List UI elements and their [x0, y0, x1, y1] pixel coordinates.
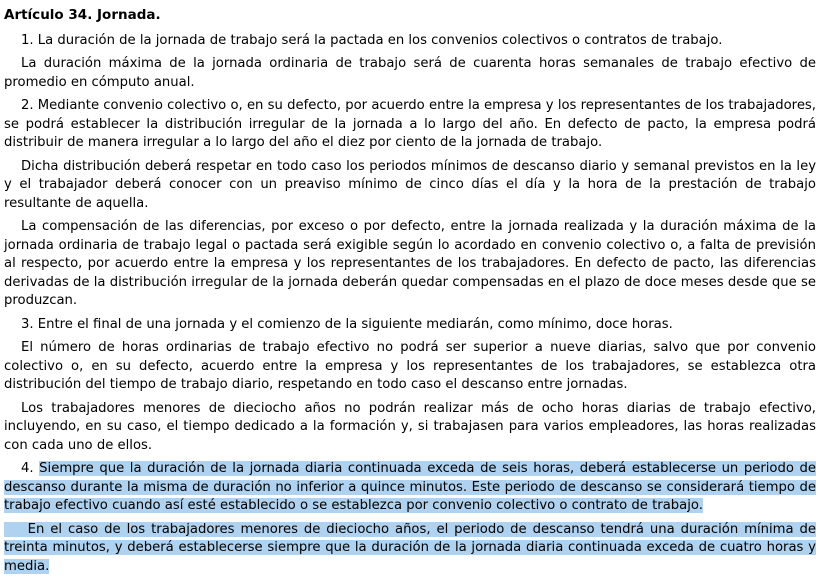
article-title: Artículo 34. Jornada.: [4, 7, 161, 23]
paragraph-text: Dicha distribución deberá respetar en todo caso los periodos mínimos de descanso diario y semanal previstos en la ley y el trabajador deberá conocer con un preaviso mínimo de cinco días el día y la hora de la prestación de trabajo resultante de aquella.: [4, 158, 816, 211]
paragraph-text: 3. Entre el final de una jornada y el comienzo de la siguiente mediarán, como mínimo, doce horas.: [21, 316, 673, 332]
paragraph-6: [4, 316, 816, 335]
paragraph-4: [4, 158, 816, 214]
paragraph-7: [4, 339, 816, 395]
paragraph-text: El número de horas ordinarias de trabajo efectivo no podrá ser superior a nueve diarias, salvo que por convenio colectivo o, en su defecto, acuerdo entre la empresa y los representantes de los trabajadores, se establezca otra distribución del tiempo de trabajo diario, respetando en todo caso el descanso entre jornadas.: [4, 340, 816, 392]
paragraph-3: [4, 97, 816, 153]
paragraph-9-highlighted: [4, 460, 816, 516]
paragraph-text: La compensación de las diferencias, por exceso o por defecto, entre la jornada realizada y la duración máxima de la jornada ordinaria de trabajo legal o pactada será exigible según lo acordado en convenio colectivo o, a falta de previsión al respecto, por acuerdo entre la empresa y los representantes de los trabajadores. En defecto de pacto, las diferencias derivadas de la distribución irregular de la jornada deberán quedar compensadas en el plazo de doce meses desde que se produzcan.: [4, 219, 816, 308]
paragraph-text: 2. Mediante convenio colectivo o, en su defecto, por acuerdo entre la empresa y los representantes de los trabajadores, se podrá establecer la distribución irregular de la jornada a lo largo del año. En defecto de pacto, la empresa podrá distribuir de manera irregular a lo largo del año el diez por ciento de la jornada de trabajo.: [4, 98, 816, 150]
highlighted-text: En el caso de los trabajadores menores de dieciocho años, el periodo de descanso tendrá una duración mínima de treinta minutos, y deberá establecerse siempre que la duración de la jornada diaria continuada exceda de cuatro horas y media.: [4, 521, 816, 574]
paragraph-1: [4, 32, 816, 51]
paragraph-text: 4.: [21, 461, 40, 476]
paragraph-2: [4, 55, 816, 92]
paragraph-text: La duración máxima de la jornada ordinaria de trabajo será de cuarenta horas semanales de trabajo efectivo de promedio en cómputo anual.: [4, 56, 816, 90]
paragraph-text: Los trabajadores menores de dieciocho años no podrán realizar más de ocho horas diarias de trabajo efectivo, incluyendo, en su caso, el tiempo dedicado a la formación y, si trabajasen para varios empleadores, las horas realizadas con cada uno de ellos.: [4, 400, 816, 453]
highlighted-text: Siempre que la duración de la jornada diaria continuada exceda de seis horas, deberá establecerse un periodo de descanso durante la misma de duración no inferior a quince minutos. Este periodo de descanso se considerará tiempo de trabajo efectivo cuando así esté establecido o se establezca por convenio colectivo o contrato de trabajo.: [4, 461, 816, 513]
paragraph-5: [4, 218, 816, 311]
paragraph-text: 1. La duración de la jornada de trabajo será la pactada en los convenios colectivos o contratos de trabajo.: [21, 32, 723, 48]
paragraph-8: [4, 400, 816, 456]
